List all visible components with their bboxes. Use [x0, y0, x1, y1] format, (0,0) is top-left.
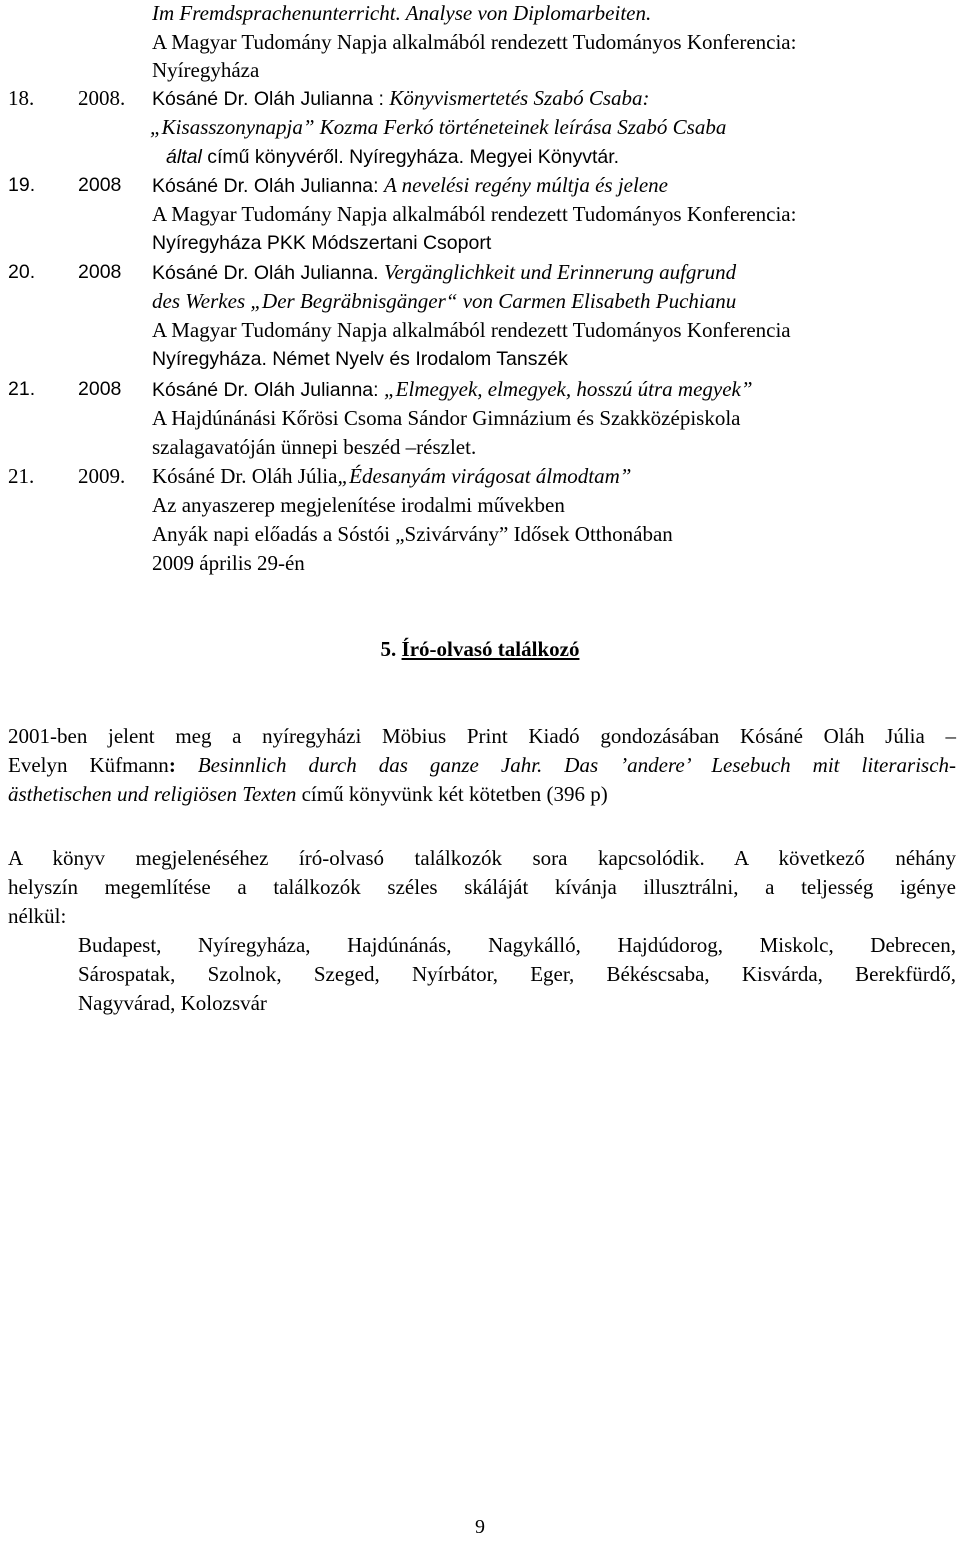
- paragraph-2-line-2: helyszín megemlítése a találkozók széles skáláját kívánja illusztrálni, a teljesség igénye: [8, 875, 956, 899]
- section-heading-text: Író-olvasó találkozó: [401, 637, 580, 661]
- paragraph-1-book-title: Besinnlich durch das ganze Jahr. Das ’andere’ Lesebuch mit literarisch-: [197, 753, 957, 777]
- paragraph-1-line-2: [8, 751, 956, 780]
- entry-21a-year: 2008: [78, 378, 122, 400]
- entry-21b-subtitle: Az anyaszerep megjelenítése irodalmi művekben: [152, 493, 565, 517]
- entry-21a-title: „Elmegyek, elmegyek, hosszú útra megyek”: [383, 377, 753, 401]
- entry-18-source-italic: által: [166, 146, 202, 168]
- entry-19-author: Kósáné Dr. Oláh Julianna:: [152, 175, 384, 197]
- entry-18-number: 18.: [8, 86, 35, 110]
- entry-21b-title: „Édesanyám virágosat álmodtam”: [337, 464, 632, 488]
- entry-19-year: 2008: [78, 174, 122, 196]
- places-line-2: Sárospatak, Szolnok, Szeged, Nyírbátor, Eger, Békéscsaba, Kisvárda, Berekfürdő,: [78, 962, 956, 986]
- paragraph-1-book-info: című könyvünk két kötetben (396 p): [296, 782, 608, 806]
- entry-21b-line-1: [152, 462, 631, 491]
- entry-18-line-1: [152, 84, 650, 114]
- entry-21b-number: 21.: [8, 464, 35, 488]
- entry-21b-year: 2009.: [78, 464, 126, 488]
- entry-17-venue: A Magyar Tudomány Napja alkalmából rendezett Tudományos Konferencia:: [152, 30, 797, 54]
- entry-21a-author: Kósáné Dr. Oláh Julianna:: [152, 379, 384, 401]
- entry-20-venue: A Magyar Tudomány Napja alkalmából rendezett Tudományos Konferencia: [152, 318, 791, 342]
- entry-21a-occasion: szalagavatóján ünnepi beszéd –részlet.: [152, 435, 477, 459]
- entry-19-title: A nevelési regény múltja és jelene: [383, 173, 668, 197]
- entry-21b-author: Kósáné Dr. Oláh Júlia: [152, 464, 338, 488]
- paragraph-1-coauthor: Evelyn Küfmann: [8, 753, 169, 777]
- page-number: 9: [475, 1516, 485, 1538]
- entry-21b-date: 2009 április 29-én: [152, 551, 305, 575]
- entry-19-number: 19.: [8, 174, 36, 196]
- paragraph-1-book-title-cont: ästhetischen und religiösen Texten: [8, 782, 297, 806]
- paragraph-1-colon: :: [168, 753, 198, 777]
- entry-18-source-rest: című könyvéről. Nyíregyháza. Megyei Könyvtár.: [201, 146, 620, 168]
- section-heading: [0, 635, 960, 664]
- entry-18-source: [166, 142, 619, 172]
- paragraph-1-line-3: [8, 780, 608, 809]
- paragraph-2-line-3: nélkül:: [8, 904, 67, 928]
- entry-20-title: Vergänglichkeit und Erinnerung aufgrund: [383, 260, 737, 284]
- entry-18-year: 2008.: [78, 86, 126, 110]
- entry-20-line-1: [152, 258, 736, 288]
- entry-17-place: Nyíregyháza: [152, 58, 260, 82]
- paragraph-2-line-1: A könyv megjelenéséhez író-olvasó találkozók sora kapcsolódik. A következő néhány: [8, 846, 956, 870]
- entry-21a-school: A Hajdúnánási Kőrösi Csoma Sándor Gimnázium és Szakközépiskola: [152, 406, 741, 430]
- entry-18-title-cont: „Kisasszonynapja” Kozma Ferkó történeteinek leírása Szabó Csaba: [150, 115, 727, 139]
- entry-19-line-1: [152, 171, 668, 201]
- entry-20-title-cont: des Werkes „Der Begräbnisgänger“ von Carmen Elisabeth Puchianu: [152, 289, 737, 313]
- entry-21a-line-1: [152, 375, 753, 405]
- entry-20-year: 2008: [78, 261, 122, 283]
- entry-17-title-cont: Im Fremdsprachenunterricht. Analyse von Diplomarbeiten.: [152, 1, 652, 25]
- entry-19-venue: A Magyar Tudomány Napja alkalmából rendezett Tudományos Konferencia:: [152, 202, 797, 226]
- places-line-3: Nagyvárad, Kolozsvár: [78, 991, 267, 1015]
- entry-20-number: 20.: [8, 261, 36, 283]
- entry-19-place: Nyíregyháza PKK Módszertani Csoport: [152, 232, 492, 254]
- entry-18-author: Kósáné Dr. Oláh Julianna :: [152, 88, 390, 110]
- entry-21a-number: 21.: [8, 378, 36, 400]
- entry-18-title: Könyvismertetés Szabó Csaba:: [389, 86, 650, 110]
- paragraph-1-line-1: 2001-ben jelent meg a nyíregyházi Möbius Print Kiadó gondozásában Kósáné Oláh Júlia –: [8, 724, 956, 748]
- entry-20-place: Nyíregyháza. Német Nyelv és Irodalom Tanszék: [152, 348, 568, 370]
- section-heading-number: 5.: [380, 637, 402, 661]
- entry-21b-venue: Anyák napi előadás a Sóstói „Szivárvány” Idősek Otthonában: [152, 522, 673, 546]
- places-line-1: Budapest, Nyíregyháza, Hajdúnánás, Nagykálló, Hajdúdorog, Miskolc, Debrecen,: [78, 933, 956, 957]
- entry-20-author: Kósáné Dr. Oláh Julianna.: [152, 262, 384, 284]
